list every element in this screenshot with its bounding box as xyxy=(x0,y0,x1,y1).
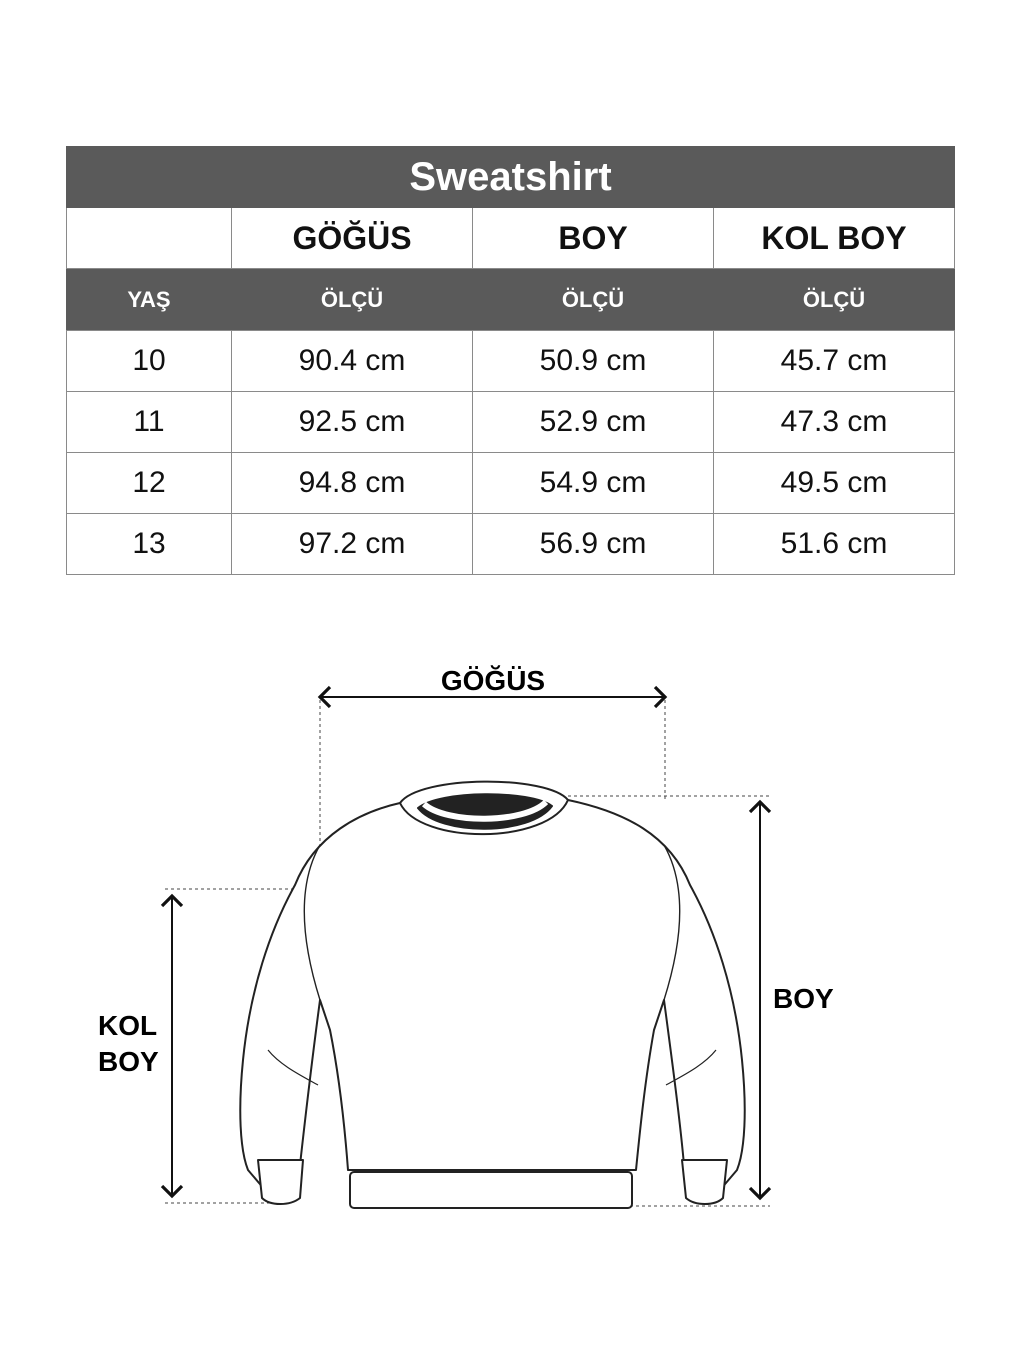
table-row xyxy=(67,331,955,392)
table-row xyxy=(67,514,955,575)
chest-label: GÖĞÜS xyxy=(440,665,546,696)
header-empty xyxy=(67,208,232,269)
table-row xyxy=(67,453,955,514)
header-age: YAŞ xyxy=(67,269,232,331)
header-length: BOY xyxy=(473,208,714,269)
header-sleeve-length: KOL BOY xyxy=(714,208,955,269)
sleeve-cell: 45.7 cm xyxy=(714,331,955,392)
sleeve-label-line1: KOL xyxy=(98,1010,158,1041)
age-cell: 11 xyxy=(67,392,232,453)
sleeve-cell: 51.6 cm xyxy=(714,514,955,575)
measurement-header-row xyxy=(67,208,955,269)
length-cell: 56.9 cm xyxy=(473,514,714,575)
size-table xyxy=(66,146,955,575)
age-cell: 13 xyxy=(67,514,232,575)
sleeve-cell: 49.5 cm xyxy=(714,453,955,514)
table-title-row xyxy=(67,147,955,208)
chest-cell: 90.4 cm xyxy=(232,331,473,392)
table-row xyxy=(67,392,955,453)
header-unit: ÖLÇÜ xyxy=(473,269,714,331)
sweatshirt-measurement-diagram xyxy=(0,600,1020,1300)
chest-cell: 97.2 cm xyxy=(232,514,473,575)
header-unit: ÖLÇÜ xyxy=(714,269,955,331)
chest-cell: 94.8 cm xyxy=(232,453,473,514)
table-title: Sweatshirt xyxy=(67,147,955,208)
length-label: BOY xyxy=(773,983,834,1014)
length-cell: 54.9 cm xyxy=(473,453,714,514)
unit-header-row xyxy=(67,269,955,331)
sweatshirt-illustration xyxy=(240,782,744,1208)
header-chest: GÖĞÜS xyxy=(232,208,473,269)
sleeve-cell: 47.3 cm xyxy=(714,392,955,453)
header-unit: ÖLÇÜ xyxy=(232,269,473,331)
length-cell: 52.9 cm xyxy=(473,392,714,453)
chest-cell: 92.5 cm xyxy=(232,392,473,453)
age-cell: 10 xyxy=(67,331,232,392)
length-cell: 50.9 cm xyxy=(473,331,714,392)
sleeve-label-line2: BOY xyxy=(98,1046,159,1077)
age-cell: 12 xyxy=(67,453,232,514)
